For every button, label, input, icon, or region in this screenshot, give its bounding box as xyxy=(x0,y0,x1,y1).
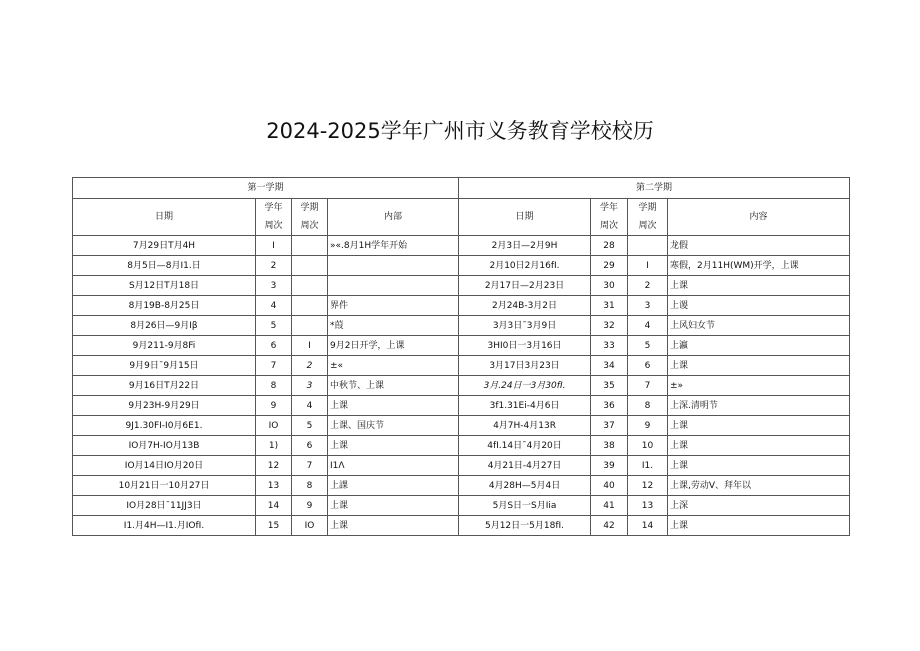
table-row xyxy=(73,496,850,516)
second-year-week-cell: 42 xyxy=(591,516,628,536)
second-term-week-cell: 10 xyxy=(628,436,668,456)
second-date-cell: 4月28H—5月4日 xyxy=(459,476,591,496)
first-term-week-cell xyxy=(292,316,328,336)
first-date-cell: IO月28日¯11JJ3日 xyxy=(73,496,256,516)
second-semester-label: 第二学期 xyxy=(459,178,850,199)
second-year-week-cell: 38 xyxy=(591,436,628,456)
first-year-week-cell: 4 xyxy=(256,296,292,316)
second-term-week-cell: 13 xyxy=(628,496,668,516)
first-term-week-cell: 5 xyxy=(292,416,328,436)
table-row xyxy=(73,336,850,356)
table-row xyxy=(73,376,850,396)
first-date-cell: 10月21日一10月27日 xyxy=(73,476,256,496)
first-date-header: 日期 xyxy=(73,199,256,236)
column-header-row xyxy=(73,199,850,218)
second-term-week-cell: I1. xyxy=(628,456,668,476)
second-term-week-cell: 8 xyxy=(628,396,668,416)
first-content-cell: *葭 xyxy=(328,316,459,336)
first-term-week-cell: 2 xyxy=(292,356,328,376)
second-content-header: 内容 xyxy=(668,199,850,236)
first-year-week-header: 学年 xyxy=(256,199,292,218)
first-semester-label: 第一学期 xyxy=(73,178,459,199)
first-term-week-cell: 8 xyxy=(292,476,328,496)
second-date-cell: 3月3日¯3月9日 xyxy=(459,316,591,336)
first-term-week-cell: 6 xyxy=(292,436,328,456)
second-date-cell: 2月3日—2月9H xyxy=(459,236,591,256)
first-date-cell: IO月7H-IO月13B xyxy=(73,436,256,456)
first-year-week-cell: 7 xyxy=(256,356,292,376)
second-term-week-cell: I xyxy=(628,256,668,276)
first-date-cell: 7月29日T月4H xyxy=(73,236,256,256)
second-date-cell: 2月24B-3月2日 xyxy=(459,296,591,316)
table-row xyxy=(73,236,850,256)
second-year-week-cell: 41 xyxy=(591,496,628,516)
first-content-cell xyxy=(328,276,459,296)
first-date-cell: S月12日T月18日 xyxy=(73,276,256,296)
second-term-week-cell: 2 xyxy=(628,276,668,296)
second-year-week-cell: 33 xyxy=(591,336,628,356)
second-content-cell: 上课 xyxy=(668,276,850,296)
first-year-week-header-2: 周次 xyxy=(256,217,292,236)
first-content-cell: »«.8月1H学年开始 xyxy=(328,236,459,256)
first-date-cell: I1.月4H—I1.月IOfI. xyxy=(73,516,256,536)
second-year-week-cell: 34 xyxy=(591,356,628,376)
first-date-cell: 8月5日—8月I1.日 xyxy=(73,256,256,276)
first-term-week-cell: IO xyxy=(292,516,328,536)
first-term-week-cell xyxy=(292,296,328,316)
second-date-cell: 5月12日一5月18fI. xyxy=(459,516,591,536)
page-title: 2024-2025学年广州市义务教育学校校历 xyxy=(266,119,654,143)
second-year-week-cell: 32 xyxy=(591,316,628,336)
first-year-week-cell: 13 xyxy=(256,476,292,496)
second-term-week-cell: 5 xyxy=(628,336,668,356)
first-date-cell: 9月9日¯9月15日 xyxy=(73,356,256,376)
second-term-week-cell: 4 xyxy=(628,316,668,336)
second-date-cell: 5月S日一S月Iia xyxy=(459,496,591,516)
second-date-cell: 4月21日-4月27日 xyxy=(459,456,591,476)
table-row xyxy=(73,476,850,496)
second-term-week-cell: 6 xyxy=(628,356,668,376)
second-content-cell: 上课 xyxy=(668,416,850,436)
second-content-cell: 上课 xyxy=(668,356,850,376)
table-row xyxy=(73,456,850,476)
first-date-cell: 9月16日T月22日 xyxy=(73,376,256,396)
first-content-cell: 上课 xyxy=(328,436,459,456)
first-year-week-cell: IO xyxy=(256,416,292,436)
first-year-week-cell: 12 xyxy=(256,456,292,476)
second-year-week-cell: 31 xyxy=(591,296,628,316)
second-term-week-cell: 3 xyxy=(628,296,668,316)
first-content-cell: 上課 xyxy=(328,476,459,496)
first-term-week-cell: 9 xyxy=(292,496,328,516)
first-year-week-cell: 2 xyxy=(256,256,292,276)
second-content-cell: 上课 xyxy=(668,456,850,476)
first-term-week-cell: 7 xyxy=(292,456,328,476)
second-content-cell: 上深.清明节 xyxy=(668,396,850,416)
first-term-week-cell: I xyxy=(292,336,328,356)
first-year-week-cell: I xyxy=(256,236,292,256)
first-term-week-header: 学期 xyxy=(292,199,328,218)
second-content-cell: 上深 xyxy=(668,496,850,516)
second-year-week-cell: 35 xyxy=(591,376,628,396)
table-row xyxy=(73,436,850,456)
first-term-week-cell xyxy=(292,236,328,256)
first-year-week-cell: 5 xyxy=(256,316,292,336)
second-content-cell: 上课,劳动V、拜年以 xyxy=(668,476,850,496)
second-date-header: 日期 xyxy=(459,199,591,236)
first-date-cell: 9月211-9月8Fi xyxy=(73,336,256,356)
first-year-week-cell: 1) xyxy=(256,436,292,456)
first-term-week-cell: 4 xyxy=(292,396,328,416)
second-year-week-cell: 29 xyxy=(591,256,628,276)
first-date-cell: IO月14日IO月20日 xyxy=(73,456,256,476)
first-date-cell: 8月19B-8月25日 xyxy=(73,296,256,316)
first-year-week-cell: 6 xyxy=(256,336,292,356)
first-content-cell: 上课 xyxy=(328,496,459,516)
first-content-cell: 上课 xyxy=(328,396,459,416)
second-year-week-cell: 40 xyxy=(591,476,628,496)
table-row xyxy=(73,256,850,276)
second-year-week-cell: 39 xyxy=(591,456,628,476)
table-row xyxy=(73,356,850,376)
second-content-cell: 上瀛 xyxy=(668,336,850,356)
first-content-cell xyxy=(328,256,459,276)
second-term-week-header-2: 周次 xyxy=(628,217,668,236)
second-year-week-cell: 30 xyxy=(591,276,628,296)
table-row xyxy=(73,416,850,436)
table-row xyxy=(73,296,850,316)
first-year-week-cell: 15 xyxy=(256,516,292,536)
second-term-week-cell: 9 xyxy=(628,416,668,436)
second-content-cell: 上风妇女节 xyxy=(668,316,850,336)
first-content-cell: 9月2日开学，上课 xyxy=(328,336,459,356)
table-row xyxy=(73,276,850,296)
second-date-cell: 3HI0日一3月16日 xyxy=(459,336,591,356)
semester-header-row xyxy=(73,178,850,199)
first-year-week-cell: 8 xyxy=(256,376,292,396)
second-content-cell: 上课 xyxy=(668,516,850,536)
first-date-cell: 9月23H-9月29日 xyxy=(73,396,256,416)
table-row xyxy=(73,396,850,416)
table-row xyxy=(73,316,850,336)
first-term-week-header-2: 周次 xyxy=(292,217,328,236)
second-content-cell: 上课 xyxy=(668,436,850,456)
second-term-week-cell xyxy=(628,236,668,256)
second-date-cell: 2月10日2月16fI. xyxy=(459,256,591,276)
second-content-cell: 龙假 xyxy=(668,236,850,256)
second-content-cell: 寒假，2月11H(WM)开学，上课 xyxy=(668,256,850,276)
first-date-cell: 9J1.30FI-I0月6E1. xyxy=(73,416,256,436)
second-date-cell: 4月7H-4月13R xyxy=(459,416,591,436)
first-content-cell: I1Λ xyxy=(328,456,459,476)
second-term-week-header: 学期 xyxy=(628,199,668,218)
first-year-week-cell: 3 xyxy=(256,276,292,296)
first-term-week-cell xyxy=(292,276,328,296)
second-year-week-header-2: 周次 xyxy=(591,217,628,236)
second-date-cell: 3月.24日一3月30fI. xyxy=(459,376,591,396)
first-term-week-cell xyxy=(292,256,328,276)
first-content-cell: 上课、国庆节 xyxy=(328,416,459,436)
first-term-week-cell: 3 xyxy=(292,376,328,396)
second-year-week-cell: 36 xyxy=(591,396,628,416)
second-date-cell: 3月17日3月23日 xyxy=(459,356,591,376)
first-year-week-cell: 9 xyxy=(256,396,292,416)
second-content-cell: 上谡 xyxy=(668,296,850,316)
second-date-cell: 4fI.14日¯4月20日 xyxy=(459,436,591,456)
school-calendar-table xyxy=(72,177,850,536)
first-content-cell: 中秋节、上课 xyxy=(328,376,459,396)
first-content-cell: ±« xyxy=(328,356,459,376)
first-date-cell: 8月26日—9月Iβ xyxy=(73,316,256,336)
first-year-week-cell: 14 xyxy=(256,496,292,516)
second-term-week-cell: 12 xyxy=(628,476,668,496)
second-date-cell: 3f1.31Ei-4月6日 xyxy=(459,396,591,416)
first-content-cell: 上课 xyxy=(328,516,459,536)
first-content-cell: 界件 xyxy=(328,296,459,316)
second-term-week-cell: 7 xyxy=(628,376,668,396)
second-term-week-cell: 14 xyxy=(628,516,668,536)
first-content-header: 内部 xyxy=(328,199,459,236)
second-year-week-header: 学年 xyxy=(591,199,628,218)
second-date-cell: 2月17日—2月23日 xyxy=(459,276,591,296)
second-year-week-cell: 28 xyxy=(591,236,628,256)
second-content-cell: ±» xyxy=(668,376,850,396)
second-year-week-cell: 37 xyxy=(591,416,628,436)
table-row xyxy=(73,516,850,536)
